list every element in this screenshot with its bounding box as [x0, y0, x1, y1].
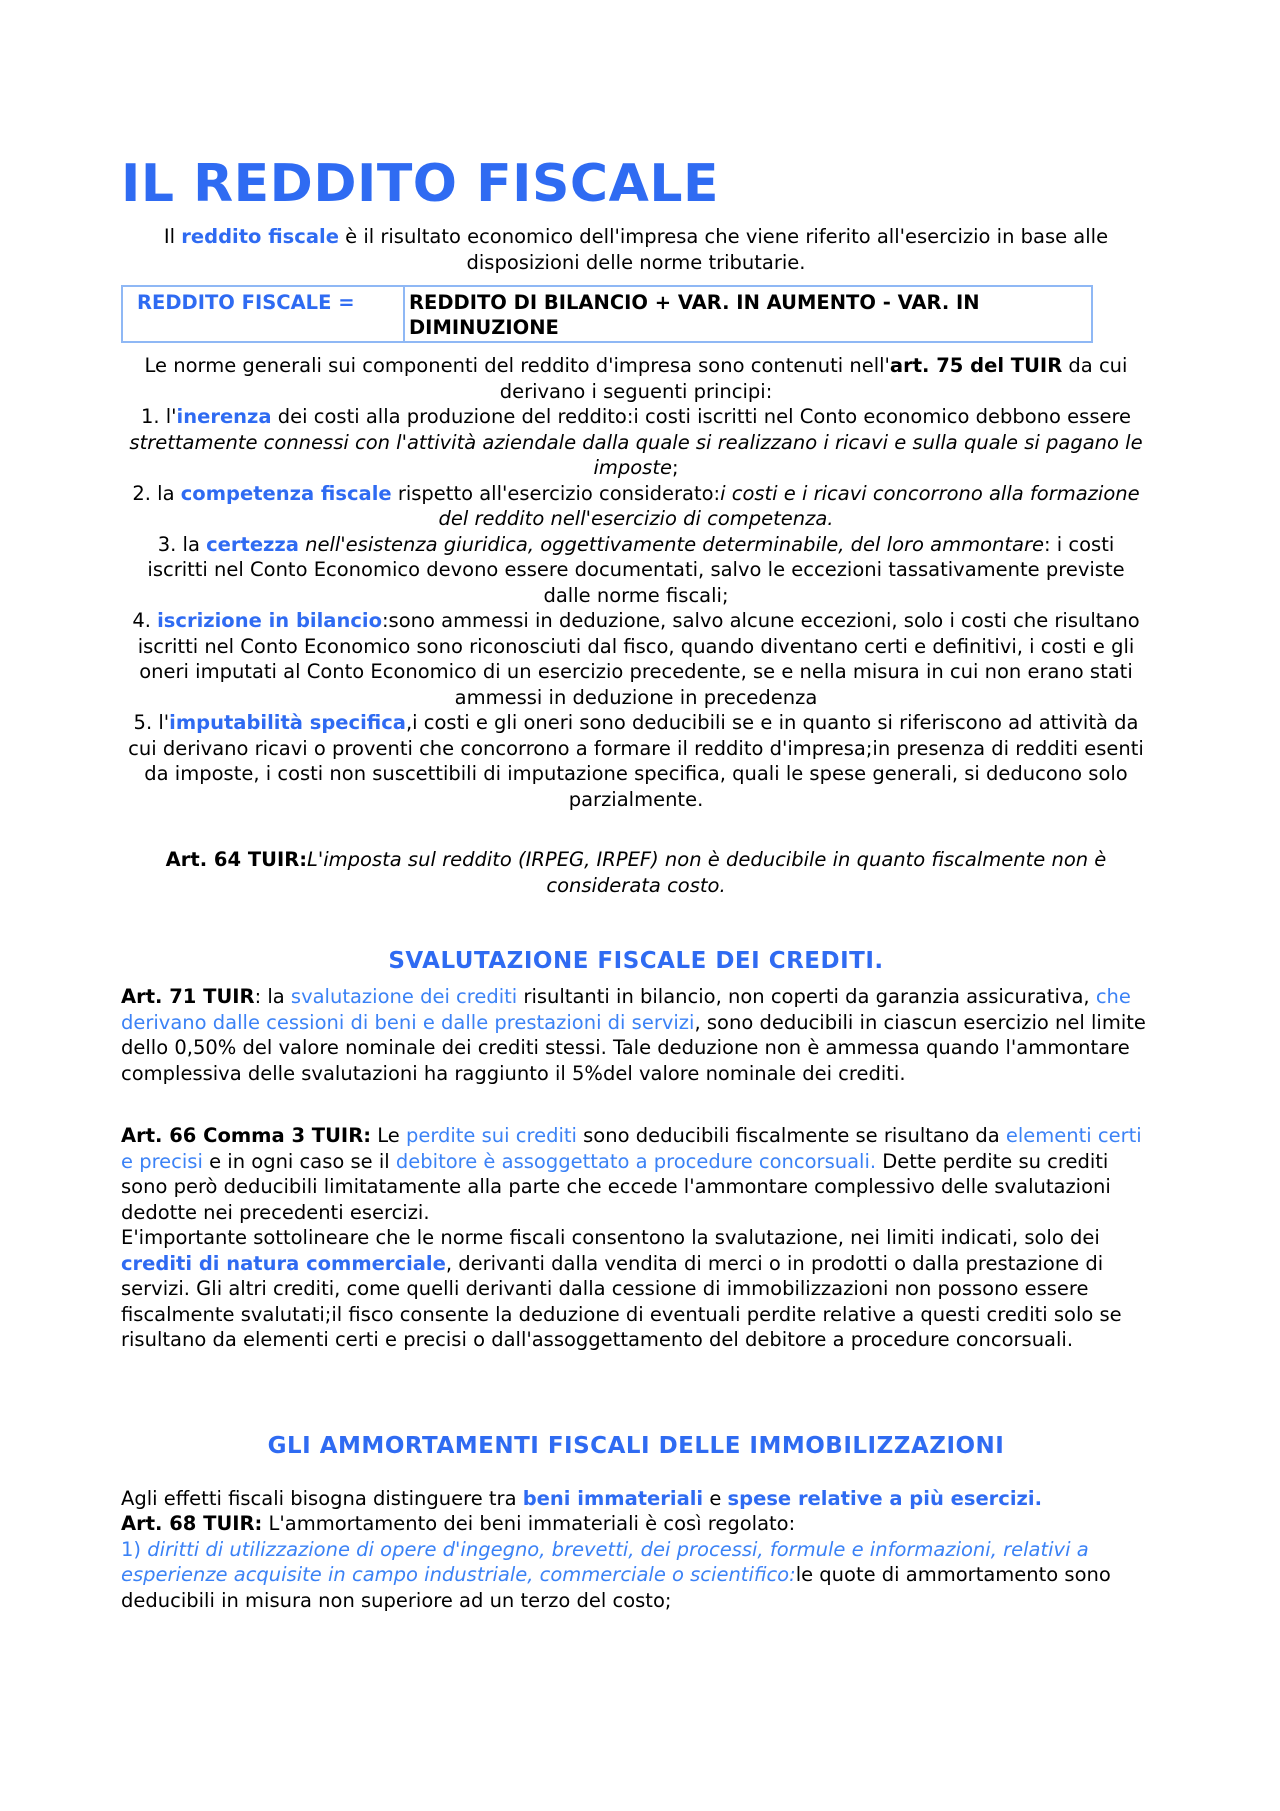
art68-item-1 — [121, 1537, 1151, 1614]
principle-text: ,i costi e gli oneri sono deducibili se e in quanto si riferiscono ad attività da cui derivano ricavi o proventi che concorrono a formare il reddito d'impresa;in presenza di redditi esenti da imposte, i costi non suscettibili di imputazione specifica, quali le spese generali, si deducono solo parzialmente. — [128, 711, 1144, 811]
art66-term: elementi certi e precisi — [121, 1124, 1142, 1173]
section-heading-svalutazione: SVALUTAZIONE FISCALE DEI CREDITI. — [388, 948, 884, 974]
intro-post: è il risultato economico dell'impresa che viene riferito all'esercizio in base alle disposizioni delle norme tributarie. — [338, 225, 1109, 274]
art64-ref: Art. 64 TUIR: — [165, 848, 308, 871]
art66-term: crediti di natura commerciale — [121, 1251, 446, 1275]
art71-term: che derivano dalle cessioni di beni e dalle prestazioni di servizi — [121, 985, 1131, 1034]
art66-paragraph-2 — [121, 1225, 1151, 1353]
principle-term: iscrizione in bilancio — [157, 609, 382, 632]
principles-intro-pre: Le norme generali sui componenti del reddito d'impresa sono contenuti nell' — [144, 354, 890, 377]
art71-text: , sono deducibili in ciascun esercizio nel limite dello 0,50% del valore nominale dei crediti stessi. Tale deduzione non è ammessa quando l'ammontare complessiva delle svalutazioni ha raggiunto il 5%del valore nominale dei crediti. — [121, 1010, 1146, 1085]
principles-intro — [127, 353, 1145, 404]
principles-block — [121, 353, 1151, 898]
item-italic: diritti di utilizzazione di opere d'ingegno, brevetti, dei processi, formule e informazioni, relativi a esperienze acquisite in campo industriale, commerciale o scientifico: — [121, 1537, 1089, 1586]
art71-term: svalutazione dei crediti — [290, 985, 518, 1008]
art75-ref: art. 75 del TUIR — [889, 354, 1063, 377]
art66-text: Le — [371, 1124, 406, 1147]
art66-ref: Art. 66 Comma 3 TUIR: — [121, 1124, 372, 1147]
term-beni-immateriali: beni immateriali — [522, 1486, 704, 1510]
art68-ref: Art. 68 TUIR: — [121, 1512, 263, 1535]
art71-paragraph — [121, 984, 1151, 1086]
principle-text: :sono ammessi in deduzione, salvo alcune eccezioni, solo i costi che risultano iscritti nel Conto Economico sono riconosciuti dal fisco, quando diventano certi e definitivi, i costi e gli oneri imputati al Conto Economico di un esercizio precedente, se e nella misura in cui non erano stati ammessi in deduzione in precedenza — [137, 609, 1140, 709]
principle-italic: i costi e i ricavi concorrono alla formazione del reddito nell'esercizio di competenza. — [438, 481, 1140, 530]
art64-text: L'imposta sul reddito (IRPEG, IRPEF) non è deducibile in quanto fiscalmente non è considerata costo. — [307, 848, 1107, 897]
art71-text: risultanti in bilancio, non coperti da garanzia assicurativa, — [517, 985, 1096, 1008]
principle-term: imputabilità specifica — [169, 711, 406, 734]
page-title: IL REDDITO FISCALE — [121, 154, 719, 214]
art66-paragraph — [121, 1123, 1151, 1225]
principles-intro-post: da cui derivano i seguenti principi: — [499, 354, 1128, 403]
art68-paragraph — [121, 1511, 1151, 1537]
principle-italic: nell'esistenza giuridica, oggettivamente determinabile, del loro ammontare — [305, 532, 1044, 556]
intro-pre: Il — [163, 225, 182, 248]
art71-ref: Art. 71 TUIR — [121, 985, 255, 1008]
art64-paragraph — [127, 847, 1145, 898]
principle-tail: : i costi iscritti nel Conto Economico devono essere documentati, salvo le eccezioni tassativamente previste dalle norme fiscali; — [147, 532, 1125, 607]
formula-right: REDDITO DI BILANCIO + VAR. IN AUMENTO - VAR. IN DIMINUZIONE — [404, 286, 1092, 342]
principle-term: inerenza — [176, 405, 272, 428]
art66-text: , derivanti dalla vendita di merci o in prodotti o dalla prestazione di servizi. Gli altri crediti, come quelli derivanti dalla cessione di immobilizzazioni non possono essere fiscalmente svalutati;il fisco consente la deduzione di eventuali perdite relative a questi crediti solo se risultano da elementi certi e precisi o dall'assoggettamento del debitore a procedure concorsuali. — [121, 1251, 1122, 1351]
document-page — [121, 150, 1151, 1613]
section3-intro-text: e — [703, 1486, 728, 1510]
principle-item — [127, 481, 1145, 532]
formula-table — [121, 285, 1093, 343]
principle-item — [127, 532, 1145, 609]
art66-text: e in ogni caso se il — [202, 1149, 396, 1173]
item-text: le quote di ammortamento sono deducibili in misura non superiore ad un terzo del costo; — [121, 1563, 1111, 1612]
art66-term: debitore è assoggettato a procedure concorsuali. — [395, 1149, 877, 1173]
item-number: 1) — [121, 1537, 142, 1561]
principle-prefix: 5. l' — [133, 711, 170, 734]
term-reddito-fiscale: reddito fiscale — [181, 225, 339, 248]
principle-prefix: 3. la — [157, 532, 207, 556]
principle-item — [127, 710, 1145, 812]
principle-prefix: 4. — [132, 609, 158, 632]
section-heading-ammortamenti: GLI AMMORTAMENTI FISCALI DELLE IMMOBILIZZAZIONI — [267, 1432, 1005, 1459]
principle-prefix: 1. l' — [140, 405, 177, 428]
art66-term: perdite sui crediti — [405, 1124, 577, 1147]
formula-left: REDDITO FISCALE = — [122, 286, 404, 342]
principle-item — [127, 608, 1145, 710]
section3-intro-text: Agli effetti fiscali bisogna distinguere tra — [121, 1486, 523, 1510]
principle-text: dei costi alla produzione del reddito:i costi iscritti nel Conto economico debbono essere — [271, 405, 1132, 428]
principle-term: certezza — [206, 532, 299, 556]
art68-text: L'ammortamento dei beni immateriali è così regolato: — [262, 1512, 796, 1535]
principle-text: rispetto all'esercizio considerato: — [391, 481, 721, 505]
principle-item — [127, 404, 1145, 481]
principle-italic: strettamente connessi con l'attività aziendale dalla quale si realizzano i ricavi e sulla quale si pagano le imposte — [129, 430, 1143, 479]
intro-paragraph — [121, 224, 1151, 275]
principle-tail: ; — [671, 456, 679, 479]
art66-text: Dette perdite su crediti sono però deducibili limitatamente alla parte che eccede l'ammontare complessivo delle svalutazioni dedotte nei precedenti esercizi. — [121, 1149, 1111, 1224]
principle-term: competenza fiscale — [180, 481, 392, 505]
art71-text: : la — [254, 985, 291, 1008]
art66-text: sono deducibili fiscalmente se risultano da — [576, 1124, 1006, 1147]
art66-text: E'importante sottolineare che le norme fiscali consentono la svalutazione, nei limiti indicati, solo dei — [121, 1226, 1100, 1249]
principle-prefix: 2. la — [132, 481, 181, 505]
term-spese-pluriennali: spese relative a più esercizi. — [727, 1486, 1042, 1510]
section3-intro — [121, 1486, 1151, 1512]
